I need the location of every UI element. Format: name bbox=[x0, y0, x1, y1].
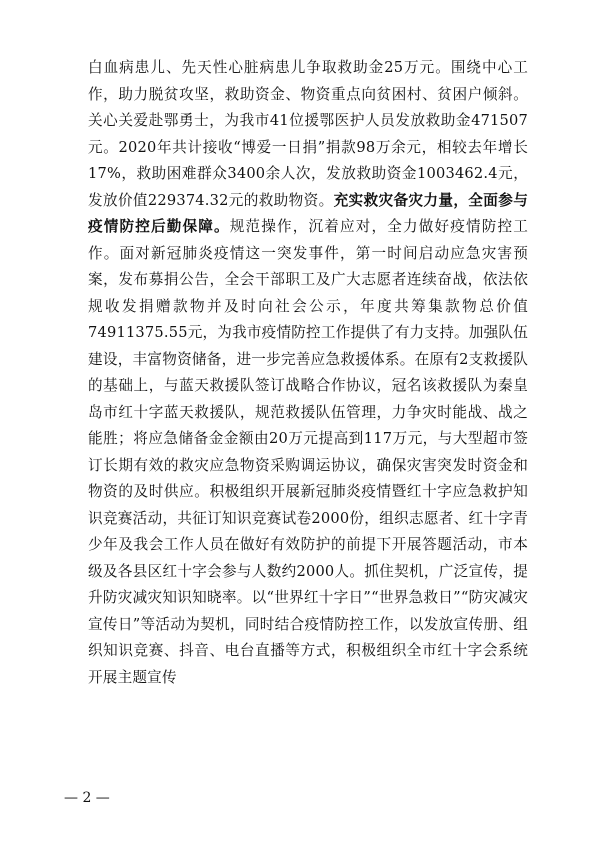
paragraph-text-part1: 白血病患儿、先天性心脏病患儿争取救助金25万元。围绕中心工作，助力脱贫攻坚，救助资金、物资重点向贫困村、贫困户倾斜。关心关爱赴鄂勇士，为我市41位援鄂医护人员发放救助金471507元。2020年共计接收“博爱一日捐”捐款98万余元，相较去年增长17%，救助困难群众3400余人次，发放救助资金1003462.4元，发放价值229374.32元的救助物资。 bbox=[88, 59, 528, 209]
page-number: — 2 — bbox=[64, 790, 110, 806]
bold-heading: 充实救灾备灾力量，全面参与疫情防控后勤保障。 bbox=[88, 191, 528, 235]
paragraph-text-part2: 规范操作，沉着应对，全力做好疫情防控工作。面对新冠肺炎疫情这一突发事件，第一时间启动应急灾害预案，发布募捐公告，全会干部职工及广大志愿者连续奋战，依法依规收发捐赠款物并及时向社会公示，年度共筹集款物总价值74911375.55元，为我市疫情防控工作提供了有力支持。加强队伍建设，丰富物资储备，进一步完善应急救援体系。在原有2支救援队的基础上，与蓝天救援队签订战略合作协议，冠名该救援队为秦皇岛市红十字蓝天救援队，规范救援队伍管理，力争灾时能战、战之能胜；将应急储备金金额由20万元提高到117万元，与大型超市签订长期有效的救灾应急物资采购调运协议，确保灾害突发时资金和物资的及时供应。积极组织开展新冠肺炎疫情暨红十字应急救护知识竞赛活动，共征订知识竞赛试卷2000份，组织志愿者、红十字青少年及我会工作人员在做好有效防护的前提下开展答题活动，市本级及各县区红十字会参与人数约2000人。抓住契机，广泛宣传，提升防灾减灾知识知晓率。以“世界红十字日”“世界急救日”“防灾减灾宣传日”等活动为契机，同时结合疫情防控工作，以发放宣传册、组织知识竞赛、抖音、电台直播等方式，积极组织全市红十字会系统开展主题宣传 bbox=[88, 218, 528, 686]
body-paragraph bbox=[88, 55, 528, 691]
